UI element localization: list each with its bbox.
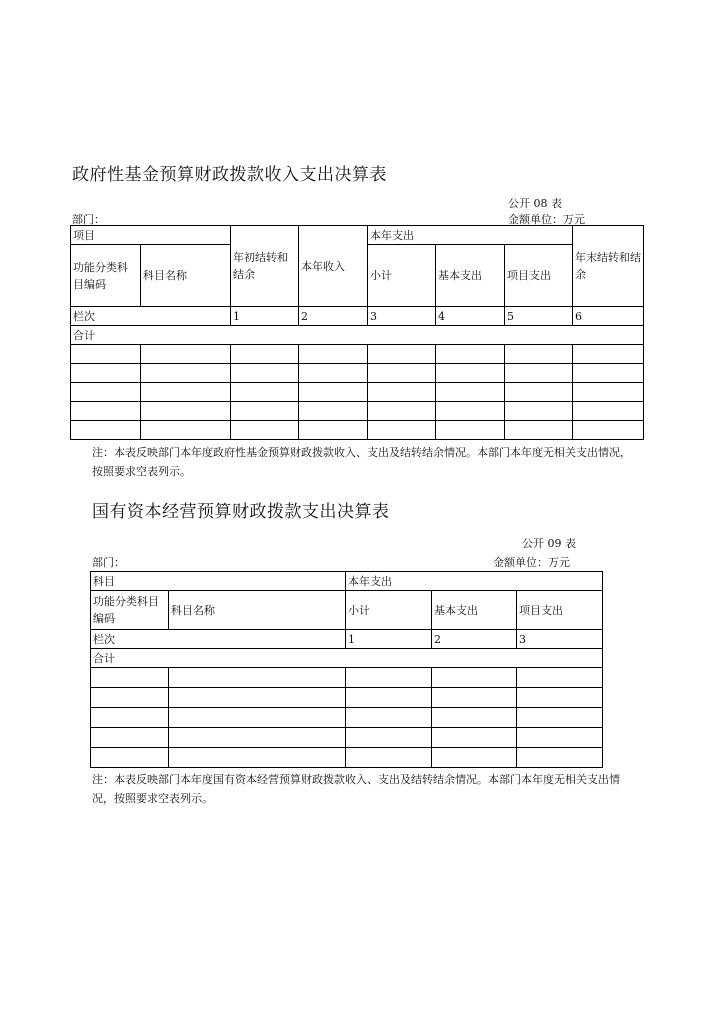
col-num: 4 bbox=[436, 307, 505, 326]
table1-note: 注：本表反映部门本年度政府性基金预算财政拨款收入、支出及结转结余情况。本部门本年度无相关支出情况，按照要求空表列示。 bbox=[92, 446, 631, 478]
header-expense: 本年支出 bbox=[368, 226, 573, 245]
row-index-label: 栏次 bbox=[71, 307, 231, 326]
col-num: 1 bbox=[231, 307, 299, 326]
table2-unit-label: 金额单位：万元 bbox=[493, 556, 570, 569]
col-num: 3 bbox=[517, 630, 603, 649]
header-subtotal: 小计 bbox=[368, 245, 436, 307]
header-item: 项目 bbox=[71, 226, 231, 245]
header-end-balance: 年末结转和结余 bbox=[573, 226, 644, 307]
header-expense: 本年支出 bbox=[346, 572, 603, 591]
col-num: 6 bbox=[573, 307, 644, 326]
header-project: 项目支出 bbox=[505, 245, 573, 307]
table-row bbox=[91, 688, 603, 708]
col-num: 3 bbox=[368, 307, 436, 326]
table2-note: 注：本表反映部门本年度国有资本经营预算财政拨款收入、支出及结转结余情况。本部门本年度无相关支出情况，按照要求空表列示。 bbox=[92, 773, 620, 805]
header-income: 本年收入 bbox=[299, 226, 368, 307]
header-subject-name: 科目名称 bbox=[141, 245, 231, 307]
table1-grid bbox=[70, 225, 644, 440]
table1-dept-label: 部门： bbox=[72, 213, 105, 226]
header-subject-name: 科目名称 bbox=[169, 591, 346, 630]
header-func-code: 功能分类科目编码 bbox=[71, 245, 141, 307]
table-row bbox=[71, 345, 644, 364]
table-row bbox=[91, 708, 603, 728]
col-num: 2 bbox=[432, 630, 517, 649]
total-row: 合计 bbox=[71, 326, 644, 345]
header-subtotal: 小计 bbox=[346, 591, 432, 630]
table1-unit-label: 金额单位：万元 bbox=[508, 213, 585, 226]
row-index-label: 栏次 bbox=[91, 630, 346, 649]
table-row bbox=[71, 383, 644, 402]
table2-dept-label: 部门： bbox=[92, 556, 125, 569]
col-num: 5 bbox=[505, 307, 573, 326]
total-row: 合计 bbox=[91, 649, 603, 668]
table2-title: 国有资本经营预算财政拨款支出决算表 bbox=[92, 502, 390, 522]
header-subject: 科目 bbox=[91, 572, 346, 591]
table-row bbox=[91, 748, 603, 768]
header-func-code: 功能分类科目编码 bbox=[91, 591, 169, 630]
col-num: 2 bbox=[299, 307, 368, 326]
table2-code: 公开 09 表 bbox=[522, 537, 576, 550]
table-row bbox=[71, 402, 644, 421]
table1-code: 公开 08 表 bbox=[508, 197, 562, 210]
col-num: 1 bbox=[346, 630, 432, 649]
table-row bbox=[71, 421, 644, 440]
header-basic: 基本支出 bbox=[436, 245, 505, 307]
table2-grid bbox=[90, 571, 603, 768]
header-begin-balance: 年初结转和结余 bbox=[231, 226, 299, 307]
table-row bbox=[91, 668, 603, 688]
table-row bbox=[91, 728, 603, 748]
header-basic: 基本支出 bbox=[432, 591, 517, 630]
table-row bbox=[71, 364, 644, 383]
header-project: 项目支出 bbox=[517, 591, 603, 630]
table1-title: 政府性基金预算财政拨款收入支出决算表 bbox=[72, 165, 387, 185]
